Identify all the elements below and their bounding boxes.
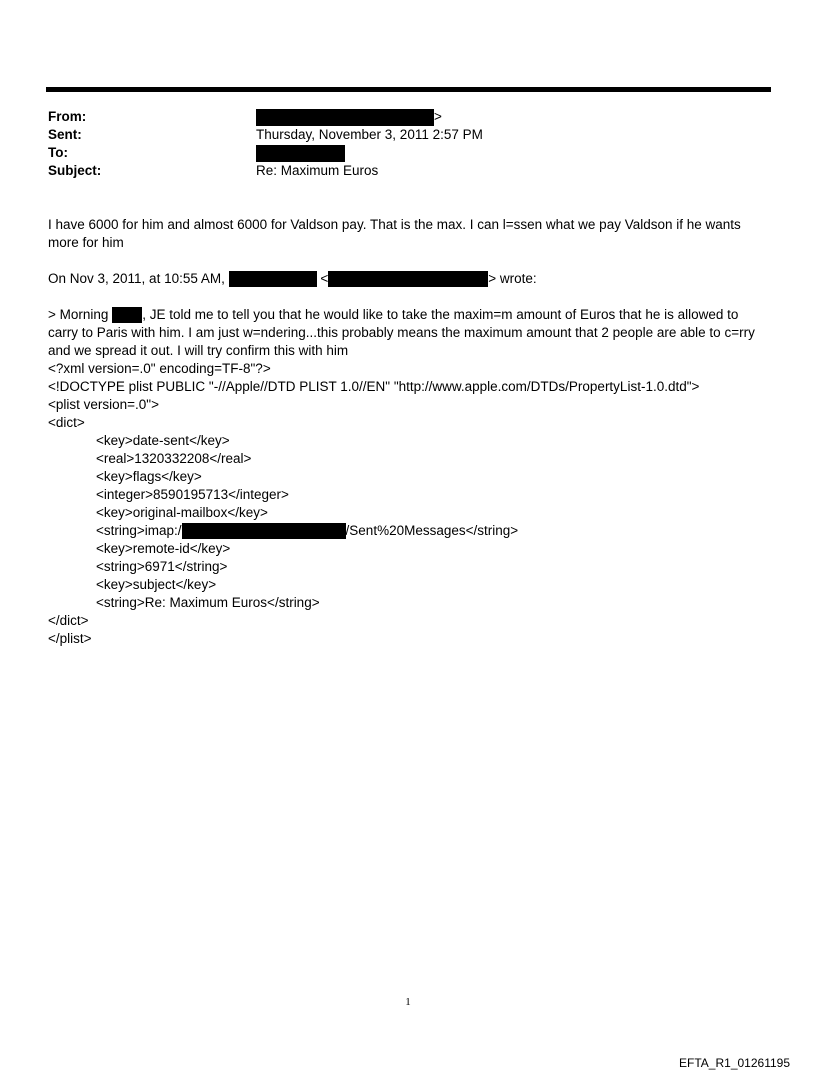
redaction-block xyxy=(229,271,317,287)
quote-lt: < xyxy=(320,271,329,286)
quote-line: carry to Paris with him. I am just w=ndering...this probably means the maximum amount that 2 people are able to c=rry xyxy=(48,325,755,340)
body-line: I have 6000 for him and almost 6000 for Valdson pay. That is the max. I can l=ssen what we pay Valdson if he wants xyxy=(48,217,741,232)
subject-label: Subject: xyxy=(48,163,102,178)
dict-line: <key>flags</key> xyxy=(96,469,202,484)
page-number: 1 xyxy=(405,996,411,1008)
quote-line: and we spread it out. I will try confirm this with him xyxy=(48,343,349,358)
sent-value: Thursday, November 3, 2011 2:57 PM xyxy=(256,127,483,142)
redaction-block xyxy=(182,523,346,539)
redaction-block xyxy=(328,271,488,287)
from-value xyxy=(256,108,442,126)
to-label: To: xyxy=(48,145,68,160)
document-id: EFTA_R1_01261195 xyxy=(679,1056,790,1070)
redaction-block xyxy=(256,145,345,162)
email-header xyxy=(48,108,768,180)
imap-prefix: <string>imap:/ xyxy=(96,523,182,538)
redaction-block xyxy=(112,307,142,323)
sent-row xyxy=(48,126,768,144)
plist-close: </plist> xyxy=(48,631,92,646)
quote-attribution xyxy=(48,270,768,288)
dict-line: <string>Re: Maximum Euros</string> xyxy=(96,595,320,610)
quote-prefix: On Nov 3, 2011, at 10:55 AM, xyxy=(48,271,225,286)
header-rule xyxy=(46,87,771,92)
subject-row xyxy=(48,162,768,180)
sent-label: Sent: xyxy=(48,127,82,142)
dict-line: <key>subject</key> xyxy=(96,577,217,592)
dict-open: <dict> xyxy=(48,415,85,430)
doctype-line: <!DOCTYPE plist PUBLIC "-//Apple//DTD PLIST 1.0//EN" "http://www.apple.com/DTDs/PropertyList-1.0.dtd"> xyxy=(48,379,700,394)
from-suffix: > xyxy=(434,109,442,124)
dict-line: <key>remote-id</key> xyxy=(96,541,231,556)
dict-line: <key>date-sent</key> xyxy=(96,433,230,448)
dict-line: <real>1320332208</real> xyxy=(96,451,252,466)
message-body xyxy=(48,216,768,252)
xml-declaration: <?xml version=.0" encoding=TF-8"?> xyxy=(48,361,271,376)
subject-value: Re: Maximum Euros xyxy=(256,163,379,178)
quote-line-rest: , JE told me to tell you that he would like to take the maxim=m amount of Euros that he is allowed to xyxy=(142,307,739,322)
from-label: From: xyxy=(48,109,87,124)
to-row xyxy=(48,144,768,162)
from-row xyxy=(48,108,768,126)
imap-suffix: /Sent%20Messages</string> xyxy=(345,523,519,538)
dict-close: </dict> xyxy=(48,613,89,628)
quote-suffix: > wrote: xyxy=(488,271,537,286)
quote-line-start: > Morning xyxy=(48,307,109,322)
redaction-block xyxy=(256,109,434,126)
dict-line: <integer>8590195713</integer> xyxy=(96,487,289,502)
body-line: more for him xyxy=(48,235,124,250)
quoted-message xyxy=(48,306,768,648)
plist-open: <plist version=.0"> xyxy=(48,397,159,412)
to-value xyxy=(256,144,345,162)
dict-line: <key>original-mailbox</key> xyxy=(96,505,268,520)
dict-line: <string>6971</string> xyxy=(96,559,228,574)
